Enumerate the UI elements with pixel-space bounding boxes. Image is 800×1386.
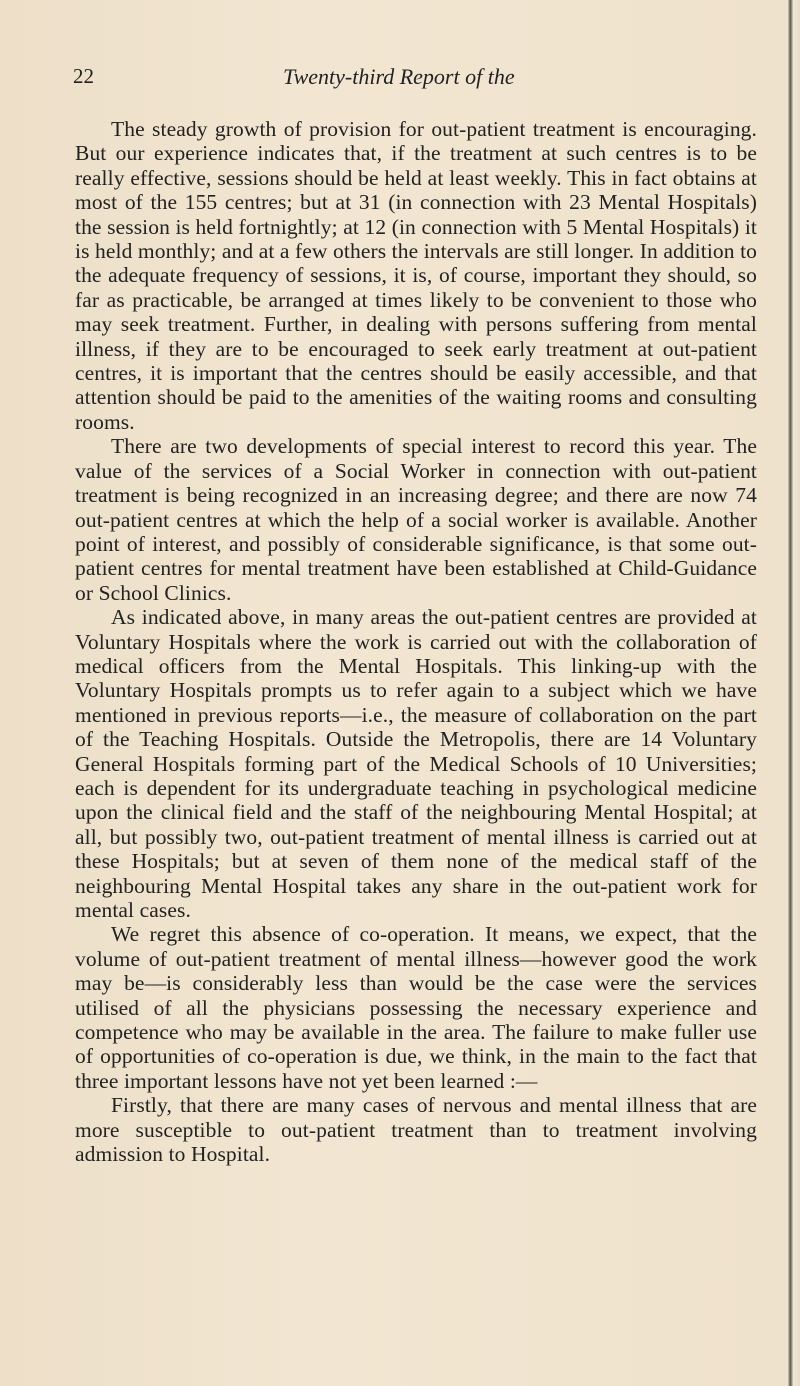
page-edge [788,0,800,1386]
paragraph-cooperation: We regret this absence of co-operation. It means, we expect, that the volume of out-patient treatment of mental illness—however good the work may be—is considerably less than would be the case were the services utilised of all the physicians possessing the necessary experience and competence who may be available in the area. The failure to make fuller use of opportunities of co-operation is due, we think, in the main to the fact that three important lessons have not yet been learned :— [75,922,757,1093]
page-number: 22 [73,64,94,88]
paragraph-session-frequency: The steady growth of provision for out-patient treatment is encouraging. But our experience indicates that, if the treatment at such centres is to be really effective, sessions should be held at least weekly. This in fact obtains at most of the 155 centres; but at 31 (in connection with 23 Mental Hospitals) the session is held fortnightly; at 12 (in connection with 5 Mental Hospitals) it is held monthly; and at a few others the intervals are still longer. In addition to the adequate frequency of sessions, it is, of course, important they should, so far as practicable, be arranged at times likely to be convenient to those who may seek treatment. Further, in dealing with persons suffering from mental illness, if they are to be encouraged to seek early treatment at out-patient centres, it is important that the centres should be easily accessible, and that attention should be paid to the amenities of the waiting rooms and consulting rooms. [75,117,757,434]
paragraph-firstly: Firstly, that there are many cases of nervous and mental illness that are more susceptible to out-patient treatment than to treatment involving admission to Hospital. [75,1093,757,1167]
body-text [75,117,757,1166]
running-title: Twenty-third Report of the [283,64,515,89]
paragraph-voluntary-hospitals: As indicated above, in many areas the out-patient centres are provided at Voluntary Hospitals where the work is carried out with the collaboration of medical officers from the Mental Hospitals. This linking-up with the Voluntary Hospitals prompts us to refer again to a subject which we have mentioned in previous reports—i.e., the measure of collaboration on the part of the Teaching Hospitals. Outside the Metropolis, there are 14 Voluntary General Hospitals forming part of the Medical Schools of 10 Universities; each is dependent for its undergraduate teaching in psychological medicine upon the clinical field and the staff of the neighbouring Mental Hospital; at all, but possibly two, out-patient treatment of mental illness is carried out at these Hospitals; but at seven of them none of the medical staff of the neighbouring Mental Hospital takes any share in the out-patient work for mental cases. [75,605,757,922]
running-head [73,64,763,94]
paragraph-special-developments: There are two developments of special interest to record this year. The value of the services of a Social Worker in connection with out-patient treatment is being recognized in an increasing degree; and there are now 74 out-patient centres at which the help of a social worker is available. Another point of interest, and possibly of considerable significance, is that some out-patient centres for mental treatment have been established at Child-Guidance or School Clinics. [75,434,757,605]
